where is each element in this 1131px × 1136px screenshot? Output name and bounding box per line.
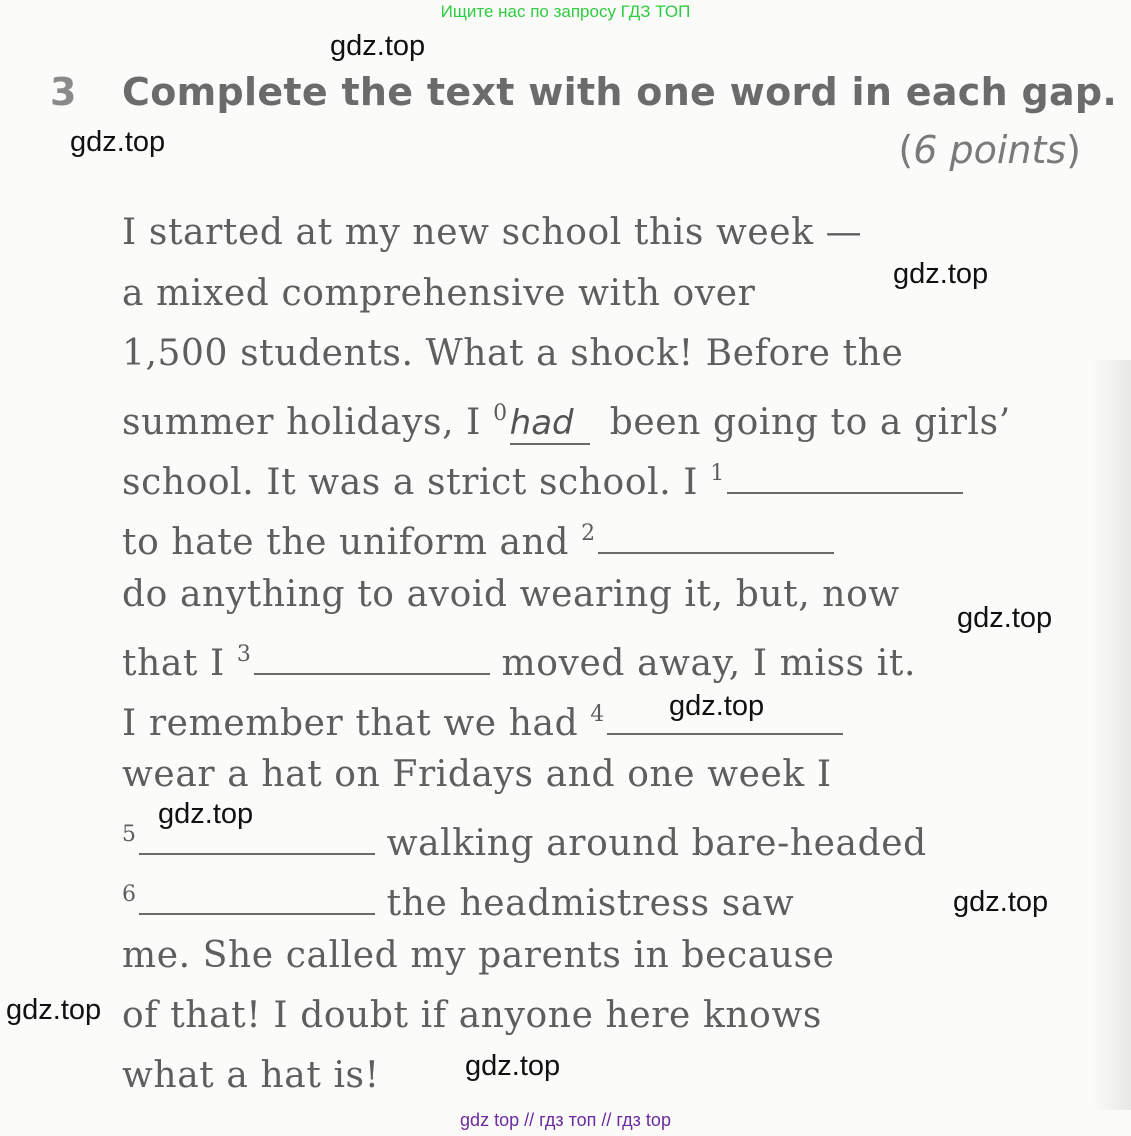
text-line-10: wear a hat on Fridays and one week I — [122, 754, 832, 795]
points-label — [898, 128, 1081, 172]
points-value: 6 points — [913, 128, 1067, 172]
gap-5-blank[interactable] — [139, 827, 375, 855]
gap-3-number: 3 — [236, 642, 252, 667]
gap-0-number: 0 — [493, 401, 508, 426]
gap-2-number: 2 — [581, 521, 596, 546]
gap-1-blank[interactable] — [727, 466, 963, 494]
gap-1-number: 1 — [710, 461, 725, 486]
gap-2-blank[interactable] — [598, 526, 834, 554]
text-line-5 — [122, 454, 963, 503]
watermark: gdz.top — [6, 994, 102, 1026]
gap-6-number: 6 — [122, 882, 137, 907]
text-line-8 — [122, 635, 916, 684]
gap-0-example — [510, 403, 590, 445]
text-line-4 — [122, 394, 1011, 445]
watermark: gdz.top — [465, 1050, 561, 1082]
gap-4-number: 4 — [590, 702, 605, 727]
line-5-before: school. It was a strict school. I — [122, 462, 711, 503]
text-line-15: what a hat is! — [122, 1055, 380, 1096]
text-line-1: I started at my new school this week — — [122, 212, 863, 253]
watermark: gdz.top — [70, 126, 166, 158]
line-9-before: I remember that we had — [122, 703, 591, 744]
text-line-7: do anything to avoid wearing it, but, now — [122, 574, 900, 615]
line-11-after: walking around bare-headed — [374, 823, 927, 864]
line-4-after: been going to a girls’ — [597, 402, 1011, 443]
watermark: gdz.top — [330, 30, 426, 62]
line-6-before: to hate the uniform and — [122, 522, 582, 563]
text-line-3: 1,500 students. What a shock! Before the — [122, 333, 904, 374]
gap-5-number: 5 — [122, 822, 137, 847]
text-line-12 — [122, 875, 794, 924]
line-4-before: summer holidays, I — [122, 402, 494, 443]
watermark: gdz.top — [158, 798, 254, 830]
top-banner[interactable]: Ищите нас по запросу ГДЗ ТОП — [440, 2, 691, 21]
line-12-after: the headmistress saw — [374, 883, 795, 924]
text-line-6 — [122, 514, 834, 563]
watermark: gdz.top — [953, 886, 1049, 918]
points-close: ) — [1066, 128, 1081, 172]
footer-links[interactable]: gdz top // гдз топ // гдз top — [460, 1110, 671, 1130]
watermark: gdz.top — [893, 258, 989, 290]
text-line-2: a mixed comprehensive with over — [122, 273, 756, 314]
text-line-13: me. She called my parents in because — [122, 935, 835, 976]
gap-3-blank[interactable] — [254, 647, 490, 675]
gap-0-answer: had — [509, 403, 574, 443]
task-number: 3 — [50, 70, 77, 114]
line-8-after: moved away, I miss it. — [489, 643, 916, 684]
line-8-before: that I — [122, 643, 237, 684]
gap-6-blank[interactable] — [139, 887, 375, 915]
watermark: gdz.top — [669, 690, 765, 722]
points-open: ( — [898, 128, 914, 172]
page-edge-shadow — [1091, 360, 1131, 1110]
task-title: Complete the text with one word in each gap. — [122, 70, 1118, 114]
text-line-14: of that! I doubt if anyone here knows — [122, 995, 822, 1036]
watermark: gdz.top — [957, 602, 1053, 634]
